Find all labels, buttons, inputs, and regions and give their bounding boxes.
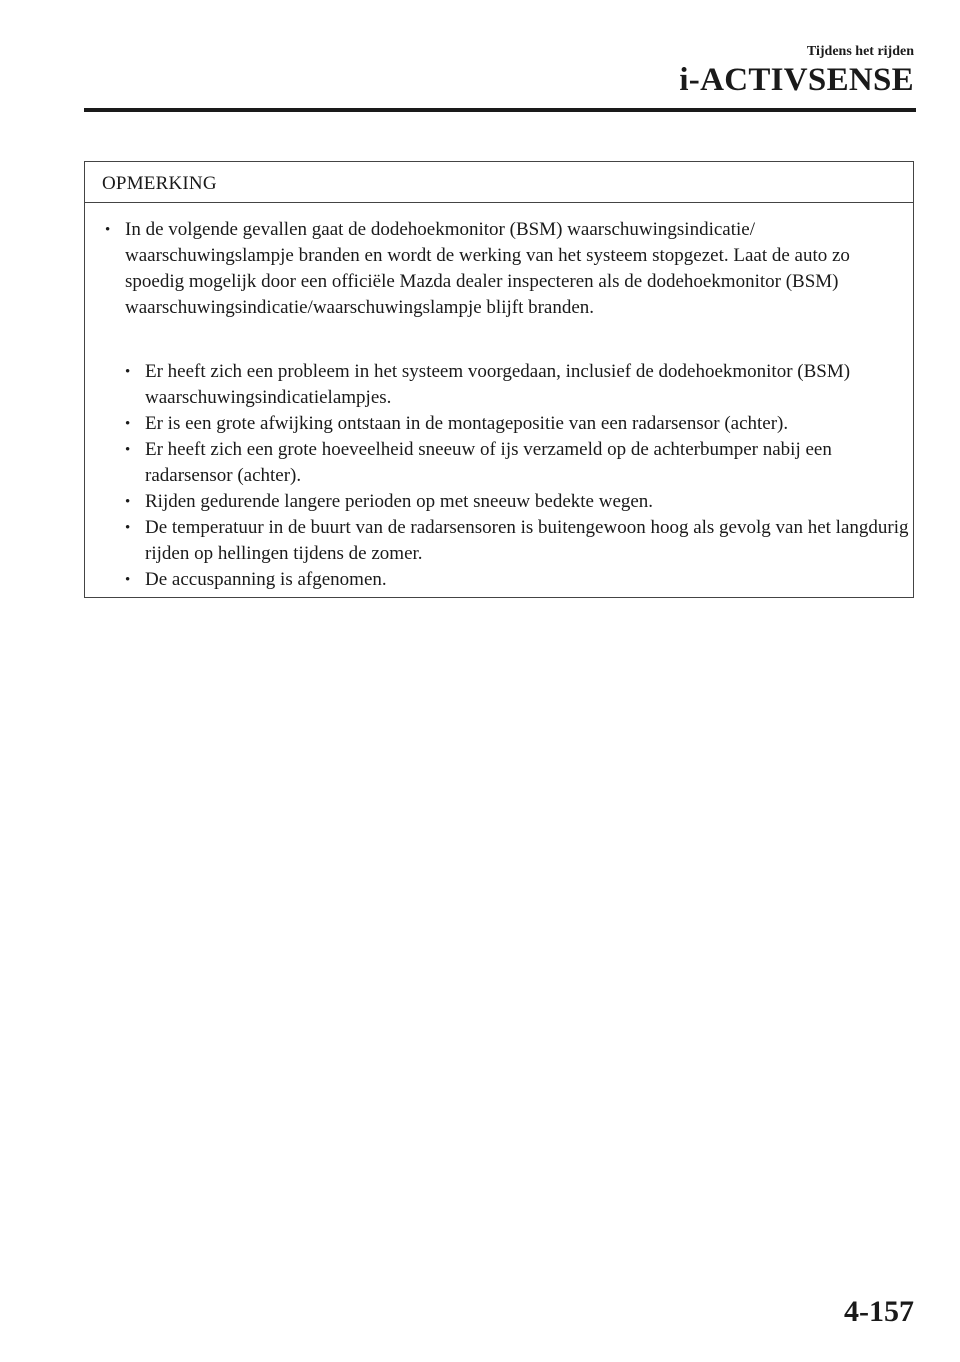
bullet-icon: •: [105, 222, 111, 238]
note-intro-text: In de volgende gevallen gaat de dodehoekmonitor (BSM) waarschuwingsindicatie/ waarschuwingslampje branden en wordt de werking van het systeem stopgezet. Laat de auto zo spoedig mogelijk door een officiële Mazda dealer inspecteren als de dodehoekmonitor (BSM) waarschuwingsindicatie/waarschuwingslampje blijft branden.: [125, 219, 850, 318]
bullet-icon: •: [125, 364, 131, 380]
list-item-text: Er heeft zich een grote hoeveelheid sneeuw of ijs verzameld op de achterbumper nabij een radarsensor (achter).: [145, 439, 832, 486]
list-item: [125, 437, 915, 489]
bullet-icon: •: [125, 494, 131, 510]
bullet-icon: •: [125, 416, 131, 432]
list-item: [125, 411, 915, 437]
condition-list: [125, 359, 915, 593]
list-item: [125, 359, 915, 411]
note-box: [84, 161, 914, 598]
note-heading: OPMERKING: [102, 173, 217, 194]
list-item-text: Rijden gedurende langere perioden op met sneeuw bedekte wegen.: [145, 491, 654, 512]
page-number: 4-157: [844, 1295, 914, 1328]
note-divider: [85, 202, 913, 203]
list-item-text: De temperatuur in de buurt van de radarsensoren is buitengewoon hoog als gevolg van het langdurig rijden op hellingen tijdens de zomer.: [145, 517, 909, 564]
chapter-title: i-ACTIVSENSE: [679, 62, 914, 98]
list-item-text: Er is een grote afwijking ontstaan in de montagepositie van een radarsensor (achter).: [145, 413, 789, 434]
list-item-text: Er heeft zich een probleem in het systeem voorgedaan, inclusief de dodehoekmonitor (BSM) waarschuwingsindicatielampjes.: [145, 361, 851, 408]
list-item-text: De accuspanning is afgenomen.: [145, 569, 387, 590]
section-title: Tijdens het rijden: [806, 44, 914, 59]
list-item: [125, 489, 915, 515]
list-item: [125, 567, 915, 593]
bullet-icon: •: [125, 442, 131, 458]
header-divider: [84, 108, 916, 112]
bullet-icon: •: [125, 572, 131, 588]
list-item: [125, 515, 915, 567]
bullet-icon: •: [125, 520, 131, 536]
note-intro: [105, 217, 895, 321]
